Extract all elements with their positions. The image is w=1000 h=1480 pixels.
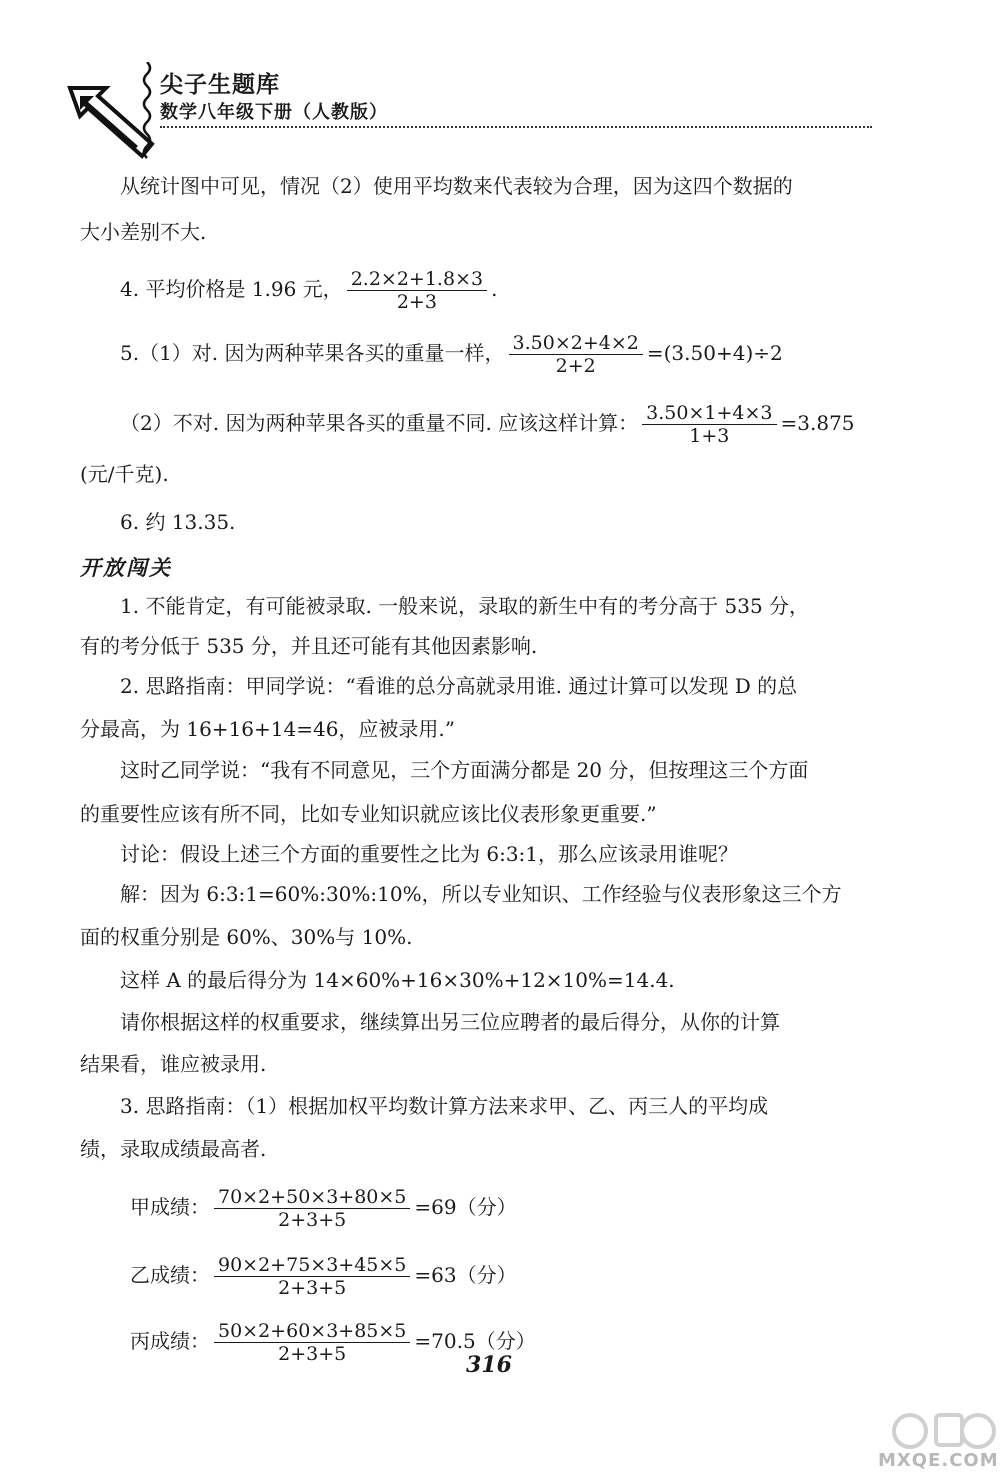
denominator: 1+3 bbox=[689, 425, 730, 447]
fraction bbox=[214, 1254, 410, 1299]
denominator: 2+3 bbox=[396, 291, 437, 313]
numerator: 2.2×2+1.8×3 bbox=[347, 268, 487, 291]
paragraph-line: 1. 不能肯定，有可能被录取. 一般来说，录取的新生中有的考分高于 535 分， bbox=[120, 594, 810, 618]
answer-tail: . bbox=[491, 277, 498, 301]
score-value: =63（分） bbox=[414, 1263, 517, 1287]
book-title: 尖子生题库 bbox=[160, 71, 280, 98]
score-jia bbox=[130, 1186, 517, 1231]
paragraph-line: 讨论：假设上述三个方面的重要性之比为 6:3:1，那么应该录用谁呢？ bbox=[120, 842, 739, 866]
watermark-text: MXQE.COM bbox=[878, 1450, 999, 1471]
paragraph-line: 3. 思路指南：（1）根据加权平均数计算方法来求甲、乙、丙三人的平均成 bbox=[120, 1094, 769, 1118]
answer-text: （2）不对. 因为两种苹果各买的重量不同. 应该这样计算： bbox=[120, 411, 639, 435]
score-yi bbox=[130, 1254, 517, 1299]
score-label: 乙成绩： bbox=[130, 1263, 210, 1287]
paragraph-line: 这样 A 的最后得分为 14×60%+16×30%+12×10%=14.4. bbox=[120, 968, 675, 992]
numerator: 3.50×1+4×3 bbox=[642, 402, 776, 425]
score-label: 丙成绩： bbox=[130, 1329, 210, 1353]
answer-6: 6. 约 13.35. bbox=[120, 510, 236, 534]
paragraph-line: 这时乙同学说：“我有不同意见，三个方面满分都是 20 分，但按理这三个方面 bbox=[120, 758, 809, 782]
score-label: 甲成绩： bbox=[130, 1195, 210, 1219]
paragraph-line: 结果看，谁应被录用. bbox=[80, 1052, 267, 1076]
paragraph-line: 的重要性应该有所不同，比如专业知识就应该比仪表形象更重要.” bbox=[80, 802, 657, 826]
score-value: =70.5（分） bbox=[414, 1329, 536, 1353]
denominator: 2+3+5 bbox=[278, 1343, 347, 1365]
answer-4 bbox=[120, 268, 497, 313]
numerator: 3.50×2+4×2 bbox=[509, 332, 643, 355]
book-subtitle: 数学八年级下册（人教版） bbox=[160, 102, 388, 123]
fraction bbox=[642, 402, 776, 447]
answer-text: 4. 平均价格是 1.96 元， bbox=[120, 277, 343, 301]
page-number: 316 bbox=[466, 1352, 512, 1378]
fraction bbox=[509, 332, 643, 377]
paragraph-line: 面的权重分别是 60%、30%与 10%. bbox=[80, 925, 413, 949]
answer-tail: =(3.50+4)÷2 bbox=[646, 341, 783, 365]
denominator: 2+2 bbox=[555, 355, 596, 377]
wave-divider-icon bbox=[140, 62, 154, 162]
paragraph-line: 请你根据这样的权重要求，继续算出另三位应聘者的最后得分，从你的计算 bbox=[120, 1010, 780, 1034]
header-dotted-rule bbox=[160, 126, 872, 128]
paragraph-line: (元/千克). bbox=[80, 462, 169, 486]
paragraph-line: 从统计图中可见，情况（2）使用平均数来代表较为合理，因为这四个数据的 bbox=[120, 174, 793, 198]
fraction bbox=[214, 1186, 410, 1231]
paragraph-line: 有的考分低于 535 分，并且还可能有其他因素影响. bbox=[80, 634, 538, 658]
answer-text: 5.（1）对. 因为两种苹果各买的重量一样， bbox=[120, 341, 505, 365]
denominator: 2+3+5 bbox=[278, 1209, 347, 1231]
fraction bbox=[347, 268, 487, 313]
section-title: 开放闯关 bbox=[80, 555, 172, 580]
paragraph-line: 分最高，为 16+16+14=46，应被录用.” bbox=[80, 717, 456, 741]
paragraph-line: 大小差别不大. bbox=[80, 220, 207, 244]
answer-5-1 bbox=[120, 332, 783, 377]
numerator: 50×2+60×3+85×5 bbox=[214, 1320, 410, 1343]
answer-5-2 bbox=[120, 402, 855, 447]
fraction bbox=[214, 1320, 410, 1365]
answer-tail: =3.875 bbox=[780, 411, 855, 435]
numerator: 90×2+75×3+45×5 bbox=[214, 1254, 410, 1277]
denominator: 2+3+5 bbox=[278, 1277, 347, 1299]
paragraph-line: 绩，录取成绩最高者. bbox=[80, 1137, 267, 1161]
paragraph-line: 2. 思路指南：甲同学说：“看谁的总分高就录用谁. 通过计算可以发现 D 的总 bbox=[120, 674, 798, 698]
numerator: 70×2+50×3+80×5 bbox=[214, 1186, 410, 1209]
paragraph-line: 解：因为 6:3:1=60%:30%:10%，所以专业知识、工作经验与仪表形象这三个方 bbox=[120, 882, 842, 906]
score-value: =69（分） bbox=[414, 1195, 517, 1219]
